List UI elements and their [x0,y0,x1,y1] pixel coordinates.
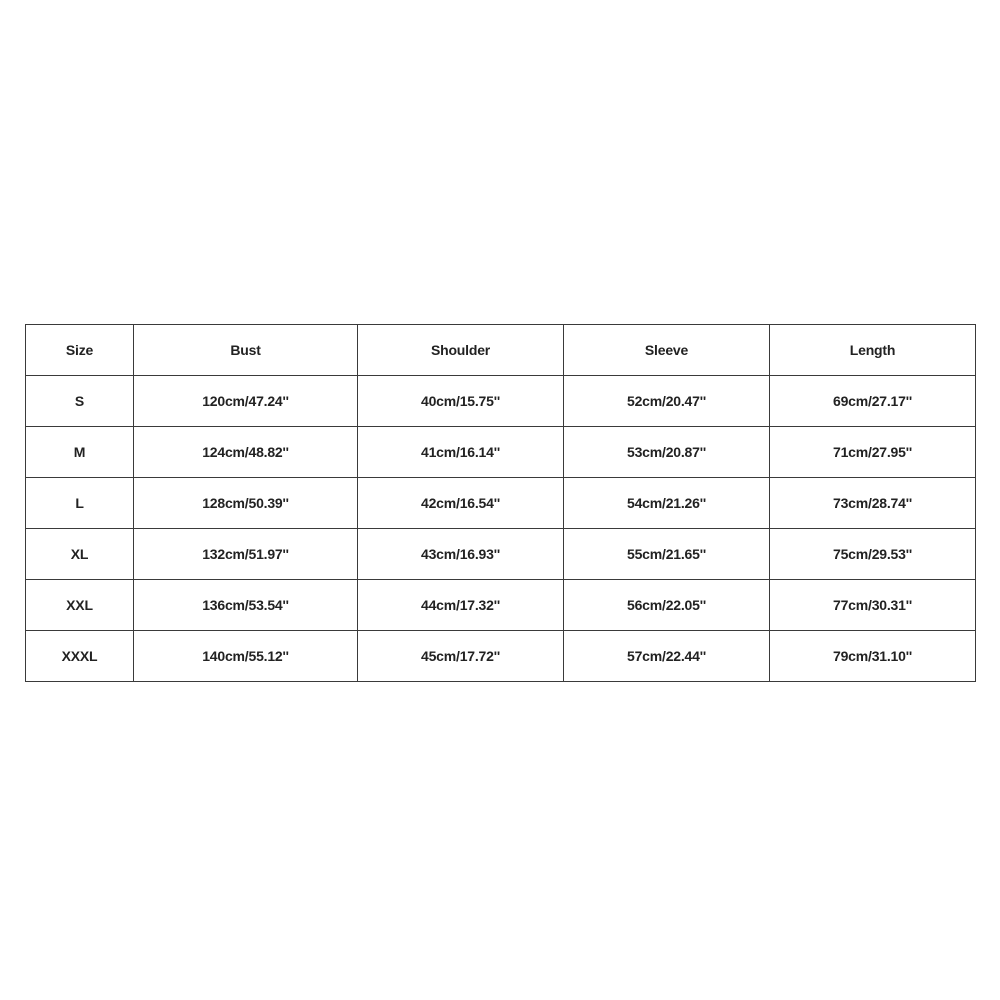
cell-shoulder: 44cm/17.32'' [358,580,564,631]
cell-bust: 128cm/50.39'' [134,478,358,529]
cell-sleeve: 52cm/20.47'' [564,376,770,427]
cell-size: XXXL [26,631,134,682]
cell-length: 75cm/29.53'' [770,529,976,580]
cell-sleeve: 57cm/22.44'' [564,631,770,682]
cell-sleeve: 55cm/21.65'' [564,529,770,580]
table-row [26,529,976,580]
cell-size: XL [26,529,134,580]
header-sleeve: Sleeve [564,325,770,376]
header-bust: Bust [134,325,358,376]
cell-size: S [26,376,134,427]
cell-sleeve: 53cm/20.87'' [564,427,770,478]
cell-bust: 136cm/53.54'' [134,580,358,631]
cell-length: 73cm/28.74'' [770,478,976,529]
cell-sleeve: 56cm/22.05'' [564,580,770,631]
cell-shoulder: 42cm/16.54'' [358,478,564,529]
size-chart-table [25,324,976,682]
cell-length: 71cm/27.95'' [770,427,976,478]
cell-length: 79cm/31.10'' [770,631,976,682]
cell-sleeve: 54cm/21.26'' [564,478,770,529]
cell-length: 69cm/27.17'' [770,376,976,427]
header-shoulder: Shoulder [358,325,564,376]
cell-size: L [26,478,134,529]
cell-bust: 124cm/48.82'' [134,427,358,478]
cell-bust: 120cm/47.24'' [134,376,358,427]
cell-shoulder: 45cm/17.72'' [358,631,564,682]
cell-shoulder: 40cm/15.75'' [358,376,564,427]
table-row [26,631,976,682]
table-row [26,427,976,478]
cell-size: XXL [26,580,134,631]
cell-shoulder: 43cm/16.93'' [358,529,564,580]
header-length: Length [770,325,976,376]
cell-bust: 140cm/55.12'' [134,631,358,682]
header-size: Size [26,325,134,376]
table-header-row [26,325,976,376]
cell-length: 77cm/30.31'' [770,580,976,631]
cell-size: M [26,427,134,478]
table-row [26,376,976,427]
cell-bust: 132cm/51.97'' [134,529,358,580]
table-row [26,580,976,631]
cell-shoulder: 41cm/16.14'' [358,427,564,478]
table-row [26,478,976,529]
